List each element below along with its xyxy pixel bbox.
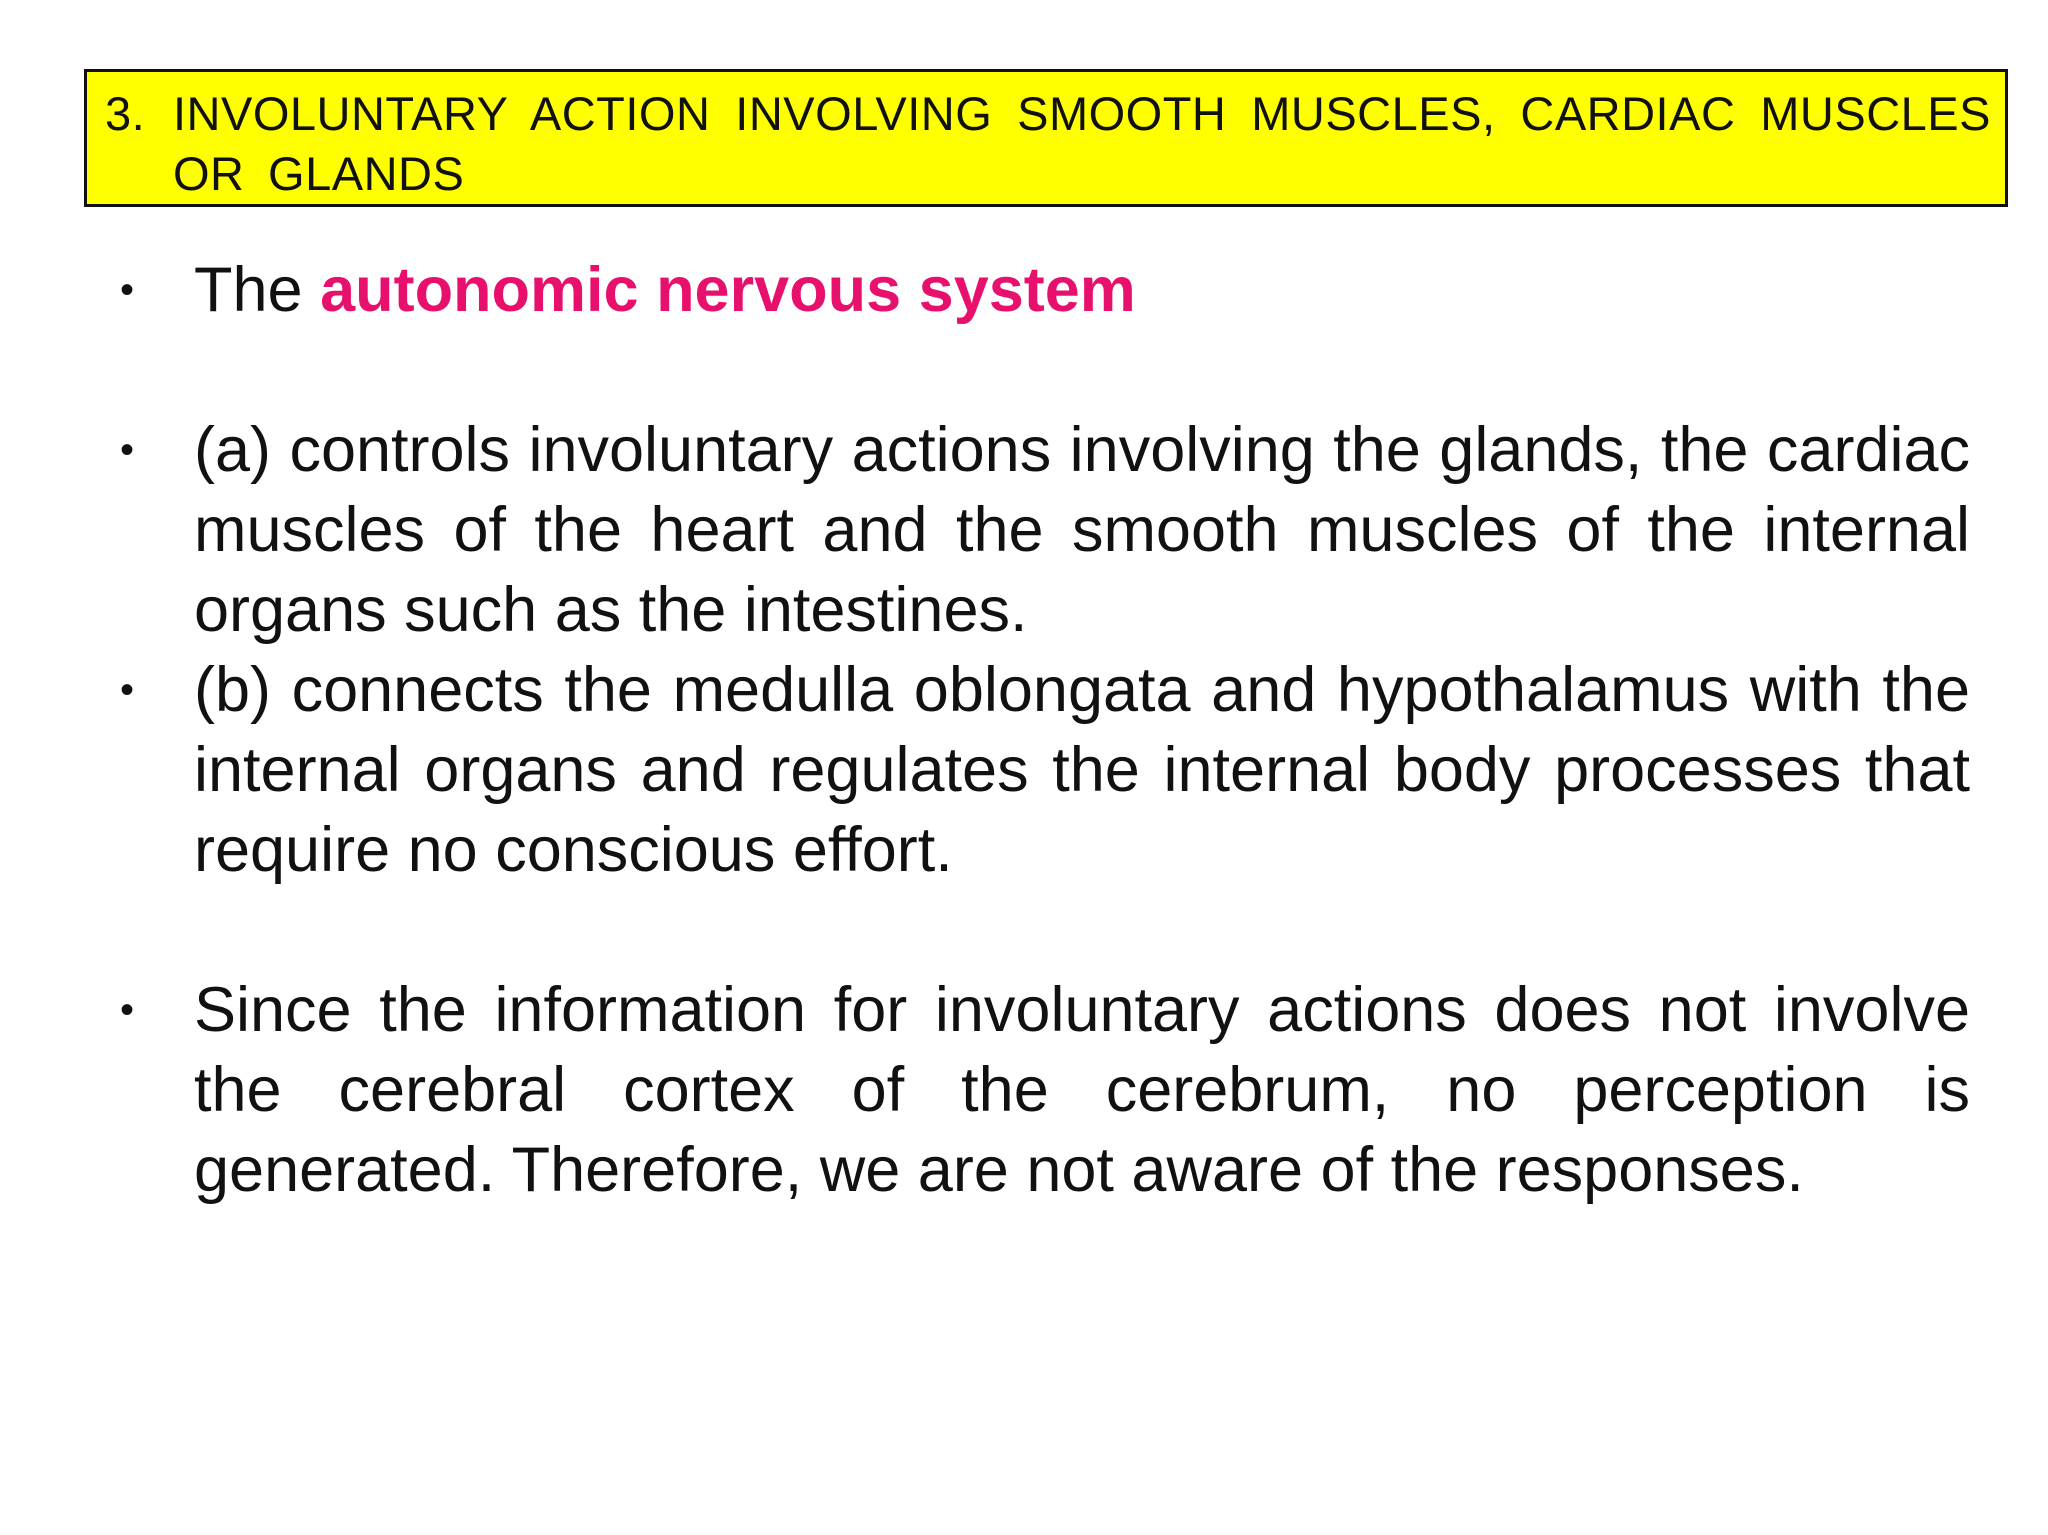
bullet-item-connects xyxy=(110,650,1970,890)
bullet-text: (a) controls involuntary actions involving the glands, the cardiac muscles of the heart and the smooth muscles of the internal organs such as the intestines. xyxy=(194,415,1970,645)
section-number: 3. xyxy=(105,87,146,140)
section-heading xyxy=(105,84,1991,204)
bullet-text: Since the information for involuntary actions does not involve the cerebral cortex of the cerebrum, no perception is generated. Therefore, we are not aware of the responses. xyxy=(194,975,1970,1205)
bullet-text xyxy=(194,250,1970,330)
section-title: INVOLUNTARY ACTION INVOLVING SMOOTH MUSCLES, CARDIAC MUSCLES OR GLANDS xyxy=(173,87,1991,200)
bullet-text: (b) connects the medulla oblongata and hypothalamus with the internal organs and regulates the internal body processes that require no conscious effort. xyxy=(194,655,1970,885)
highlighted-term: autonomic nervous system xyxy=(320,255,1136,325)
bullet-icon: • xyxy=(120,268,135,312)
bullet-icon: • xyxy=(120,988,135,1032)
bullet-prefix: The xyxy=(194,255,321,325)
section-heading-box xyxy=(84,69,2008,207)
bullet-icon: • xyxy=(120,668,135,712)
bullet-icon: • xyxy=(120,428,135,472)
bullet-item-since xyxy=(110,970,1970,1210)
bullet-item-controls xyxy=(110,410,1970,650)
bullet-item-autonomic xyxy=(110,250,1970,330)
bullet-list xyxy=(110,250,1970,1210)
